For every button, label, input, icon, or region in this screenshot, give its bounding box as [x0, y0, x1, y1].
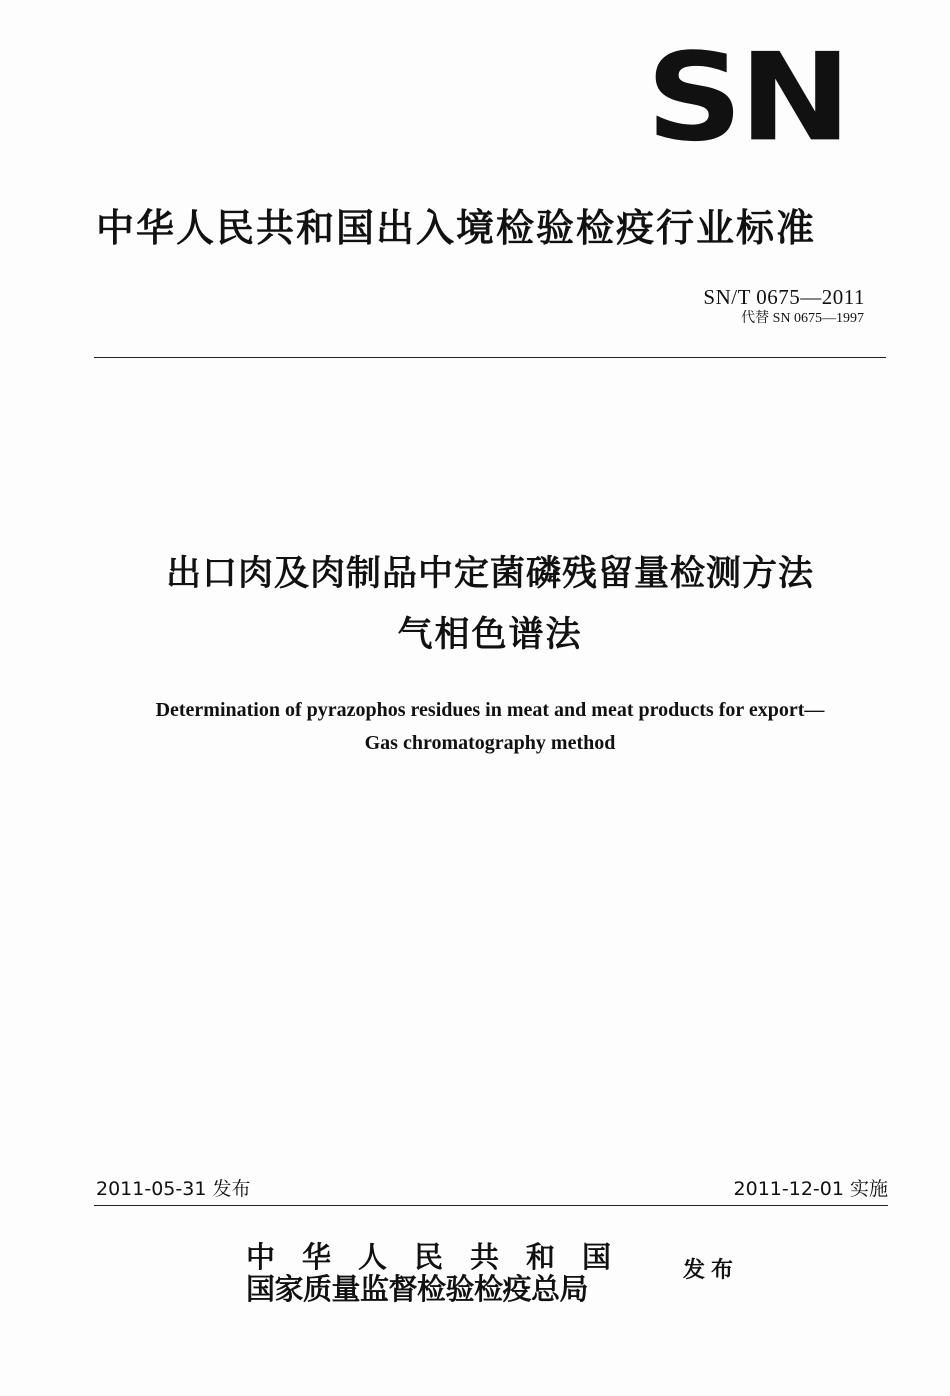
implementation-date: 2011-12-01 实施 [733, 1178, 888, 1200]
title-english-line2: Gas chromatography method [364, 732, 616, 754]
title-chinese-line1: 出口肉及肉制品中定菌磷残留量检测方法 [165, 554, 814, 594]
bottom-divider [94, 1205, 888, 1206]
standard-code: SN/T 0675—2011 [703, 285, 865, 309]
issuer-line2: 国家质量监督检验检疫总局 [246, 1272, 589, 1306]
org-title: 中华人民共和国出入境检验检疫行业标准 [96, 206, 817, 250]
top-divider [94, 357, 886, 358]
title-english-line1: Determination of pyrazophos residues in meat and meat products for export— [155, 699, 825, 721]
sn-logo: SN [646, 27, 848, 169]
issue-date: 2011-05-31 发布 [96, 1178, 251, 1200]
title-chinese-line2: 气相色谱法 [397, 615, 583, 655]
replaced-standard: 代替 SN 0675—1997 [741, 311, 864, 326]
issue-word: 发布 [683, 1257, 740, 1283]
issuer-line1: 中华人民共和国 [246, 1240, 639, 1274]
